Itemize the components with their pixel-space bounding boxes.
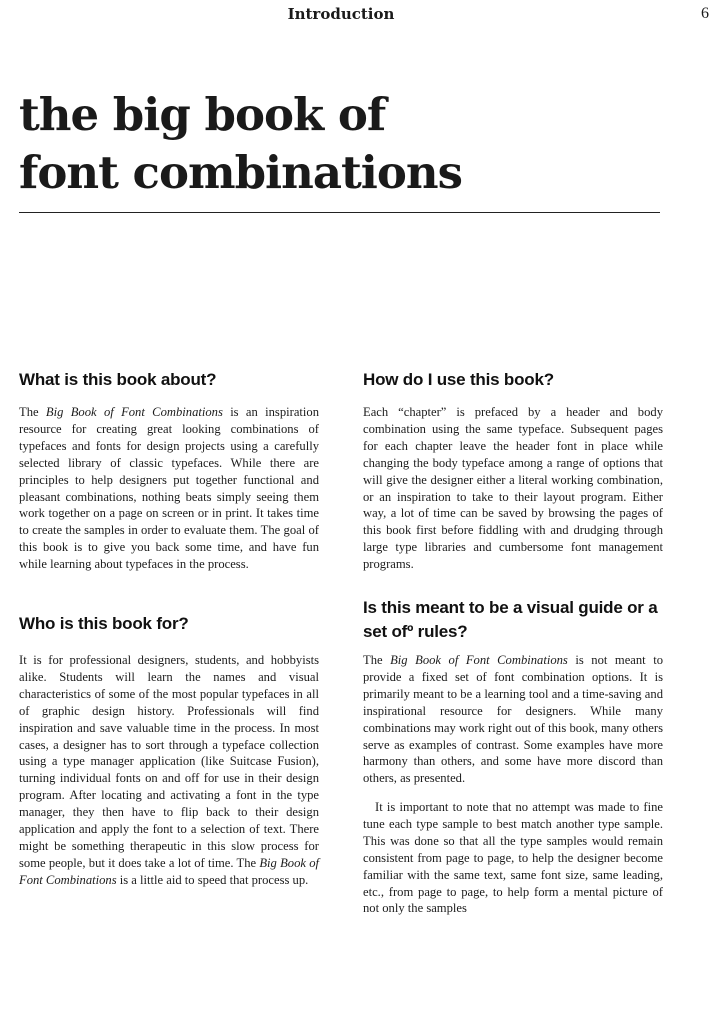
heading-how-do-i-use-this-book: How do I use this book? — [363, 370, 554, 389]
paragraph-visual-guide-or-rules — [363, 652, 663, 787]
title-line-2: font combinations — [19, 146, 462, 199]
paragraph-rest: is not meant to provide a fixed set of font combination options. It is primarily meant to be a learning tool and a time-saving and inspirational resource for designers. While many combinations may work right out of this book, many others serve as examples of contrast. Some examples have more harmony than others, and some have more discord than others, as presented. — [363, 653, 664, 786]
paragraph-how-do-i-use-this-book: Each “chapter” is prefaced by a header and body combination using the same typeface. Subsequent pages for each chapter leave the header font in place while changing the body typeface among a range of options that will give the designer either a literal working combination, or an inspiration to take to their layout program. Either way, a lot of time can be saved by browsing the pages of this book first before fiddling with and drudging through large type libraries and cumbersome font management programs. — [363, 405, 663, 572]
paragraph-lead: The — [19, 405, 46, 419]
paragraph-what-is-this-book-about — [19, 404, 319, 573]
title-line-1: the big book of — [19, 88, 386, 141]
heading-what-is-this-book-about: What is this book about? — [19, 370, 217, 389]
paragraph-part-2: is a little aid to speed that process up. — [116, 872, 309, 887]
running-header — [0, 5, 719, 25]
page-title — [19, 86, 679, 202]
page-number: 6 — [701, 5, 709, 22]
heading-visual-guide-or-rules: Is this meant to be a visual guide or a set ofº rules? — [363, 598, 658, 641]
book-title-italic: Big Book of Font Combinations — [390, 653, 568, 667]
book-title-italic: Big Book of Font Combinations — [45, 405, 223, 419]
heading-who-is-this-book-for: Who is this book for? — [19, 614, 189, 633]
paragraph-rest: is an inspiration resource for creating great looking combinations of typefaces and fonts for design projects using a carefully selected library of classic typefaces. While there are principles to help designers put together functional and pleasant combinations, nothing beats simply seeing them work together on a page on screen or in print. It takes time to create the samples in order to evaluate them. The goal of this book is to give you back some time, and have fun while learning about typefaces in the process. — [19, 405, 319, 572]
paragraph-who-is-this-book-for — [19, 652, 319, 889]
paragraph-important-note: It is important to note that no attempt was made to fine tune each type sample to best match another type sample. This was done so that all the type samples would remain consistent from page to page, to help the designer become familiar with the same text, same font size, same leading, etc., from page to page, to help form a mental picture of not only the samples — [363, 800, 663, 916]
title-divider — [19, 212, 660, 213]
paragraph-part-1: It is for professional designers, students, and hobbyists alike. Students will learn the names and visual characteristics of some of the most popular typefaces in all of graphic design history. Professionals will find inspiration and save valuable time in the process. In most cases, a designer has to sort through a typeface collection using a type manager application (like Suitcase Fusion), turning individual fonts on and off for use in their design program. After locating and activating a font in the type manager, they then have to flip back to their design application and apply the font to a selection of text. There might be something therapeutic in this slow process for some people, but it does take a lot of time. The — [19, 653, 319, 870]
book-title-italic: Big Book of Font Combinations — [19, 855, 319, 887]
section-label: Introduction — [287, 5, 395, 23]
paragraph-lead: The — [363, 653, 391, 667]
